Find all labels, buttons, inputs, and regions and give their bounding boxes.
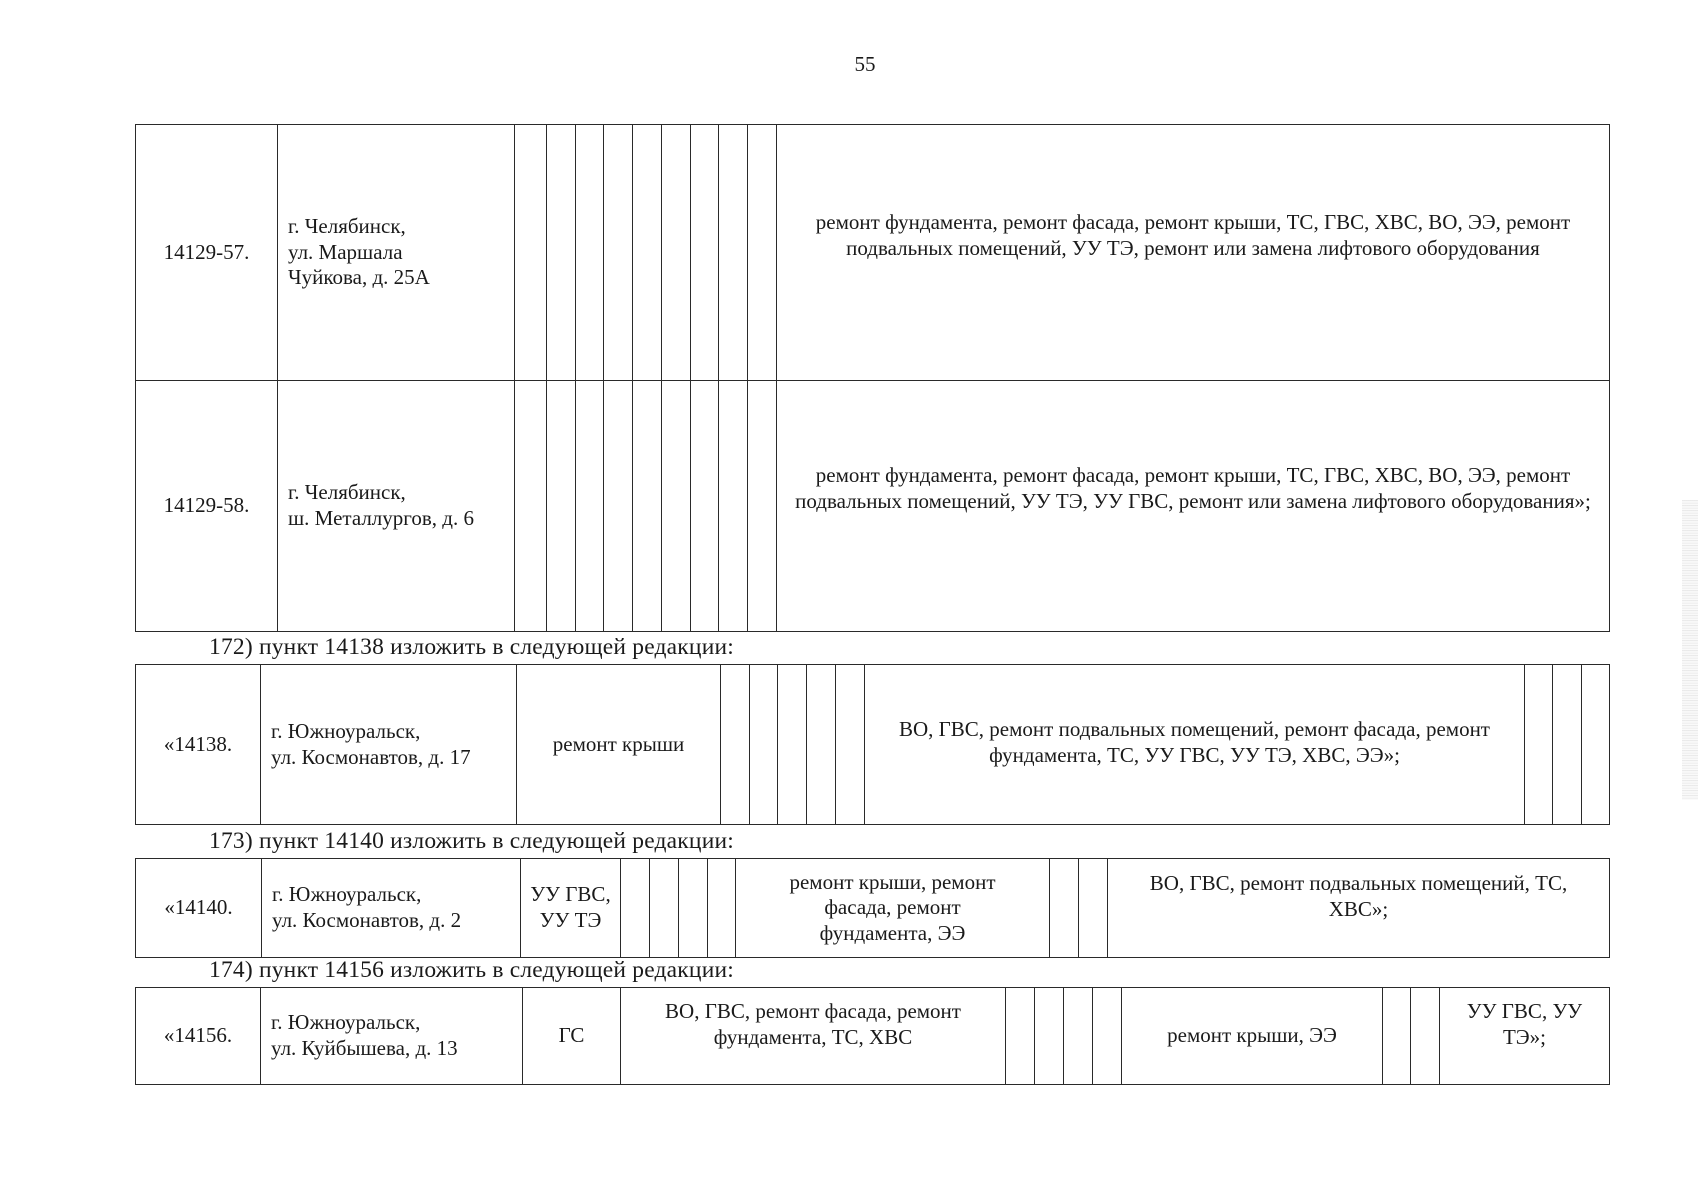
works-cell: УУ ГВС, УУ ТЭ»; — [1440, 988, 1610, 1085]
section-heading-172: 172) пункт 14138 изложить в следующей редакции: — [209, 634, 734, 660]
empty-cell — [515, 381, 547, 632]
works-cell: ВО, ГВС, ремонт подвальных помещений, ремонт фасада, ремонт фундамента, ТС, УУ ГВС, УУ ТЭ, ХВС, ЭЭ»; — [865, 665, 1525, 825]
empty-cell — [807, 665, 836, 825]
works-cell: ремонт фундамента, ремонт фасада, ремонт крыши, ТС, ГВС, ХВС, ВО, ЭЭ, ремонт подвальных помещений, УУ ТЭ, УУ ГВС, ремонт или замена лифтового оборудования»; — [777, 381, 1610, 632]
address-cell — [278, 125, 515, 381]
works-cell: УУ ГВС, УУ ТЭ — [521, 859, 621, 958]
works-cell: ремонт крыши, ЭЭ — [1122, 988, 1383, 1085]
item-number: «14140. — [136, 859, 262, 958]
table-14138 — [135, 664, 1610, 825]
item-number: «14138. — [136, 665, 261, 825]
empty-cell — [621, 859, 650, 958]
empty-cell — [691, 381, 719, 632]
address-cell — [262, 859, 521, 958]
empty-cell — [576, 125, 604, 381]
address-line: ш. Металлургов, д. 6 — [288, 506, 474, 530]
empty-cell — [719, 125, 748, 381]
empty-cell — [778, 665, 807, 825]
empty-cell — [691, 125, 719, 381]
empty-cell — [750, 665, 778, 825]
empty-cell — [1553, 665, 1582, 825]
works-cell: ВО, ГВС, ремонт фасада, ремонт фундамента, ТС, ХВС — [621, 988, 1006, 1085]
empty-cell — [1006, 988, 1035, 1085]
table-14140 — [135, 858, 1610, 958]
empty-cell — [1079, 859, 1108, 958]
section-heading-173: 173) пункт 14140 изложить в следующей редакции: — [209, 828, 734, 854]
empty-cell — [547, 125, 576, 381]
table-row — [136, 381, 1610, 632]
scan-edge-artifact — [1682, 500, 1698, 800]
empty-cell — [836, 665, 865, 825]
address-line: г. Южноуральск, — [272, 882, 422, 907]
empty-cell — [1411, 988, 1440, 1085]
empty-cell — [1093, 988, 1122, 1085]
table-row — [136, 988, 1610, 1085]
address-cell — [261, 988, 523, 1085]
empty-cell — [748, 381, 777, 632]
works-cell: ремонт крыши — [517, 665, 721, 825]
table-row — [136, 665, 1610, 825]
table-row — [136, 859, 1610, 958]
address-cell — [278, 381, 515, 632]
empty-cell — [1064, 988, 1093, 1085]
address-line: ул. Маршала — [288, 239, 403, 264]
section-heading-174: 174) пункт 14156 изложить в следующей редакции: — [209, 957, 734, 983]
address-line: Чуйкова, д. 25А — [288, 265, 430, 290]
empty-cell — [515, 125, 547, 381]
works-cell: ремонт фундамента, ремонт фасада, ремонт крыши, ТС, ГВС, ХВС, ВО, ЭЭ, ремонт подвальных помещений, УУ ТЭ, ремонт или замена лифтового оборудования — [777, 125, 1610, 381]
empty-cell — [633, 125, 662, 381]
empty-cell — [1035, 988, 1064, 1085]
works-cell: ГС — [523, 988, 621, 1085]
item-number: «14156. — [136, 988, 261, 1085]
empty-cell — [1525, 665, 1553, 825]
empty-cell — [576, 381, 604, 632]
works-cell: ВО, ГВС, ремонт подвальных помещений, ТС, ХВС»; — [1108, 859, 1610, 958]
address-line: г. Челябинск, — [288, 480, 406, 505]
empty-cell — [650, 859, 679, 958]
empty-cell — [679, 859, 708, 958]
address-cell — [261, 665, 517, 825]
empty-cell — [721, 665, 750, 825]
empty-cell — [1383, 988, 1411, 1085]
empty-cell — [719, 381, 748, 632]
address-line: г. Южноуральск, — [271, 718, 421, 743]
item-number: 14129-58. — [136, 381, 278, 632]
empty-cell — [1050, 859, 1079, 958]
address-line: ул. Космонавтов, д. 2 — [272, 908, 462, 932]
empty-cell — [748, 125, 777, 381]
table-14129 — [135, 124, 1610, 632]
table-row — [136, 125, 1610, 381]
address-line: ул. Космонавтов, д. 17 — [271, 744, 471, 769]
item-number: 14129-57. — [136, 125, 278, 381]
empty-cell — [662, 381, 691, 632]
empty-cell — [547, 381, 576, 632]
address-line: г. Челябинск, — [288, 214, 406, 239]
page-number: 55 — [854, 52, 876, 76]
empty-cell — [662, 125, 691, 381]
table-14156 — [135, 987, 1610, 1085]
works-cell: ремонт крыши, ремонт фасада, ремонт фундамента, ЭЭ — [736, 859, 1050, 958]
empty-cell — [604, 381, 633, 632]
empty-cell — [633, 381, 662, 632]
address-line: ул. Куйбышева, д. 13 — [271, 1036, 458, 1060]
empty-cell — [708, 859, 736, 958]
empty-cell — [1582, 665, 1610, 825]
empty-cell — [604, 125, 633, 381]
address-line: г. Южноуральск, — [271, 1010, 421, 1035]
